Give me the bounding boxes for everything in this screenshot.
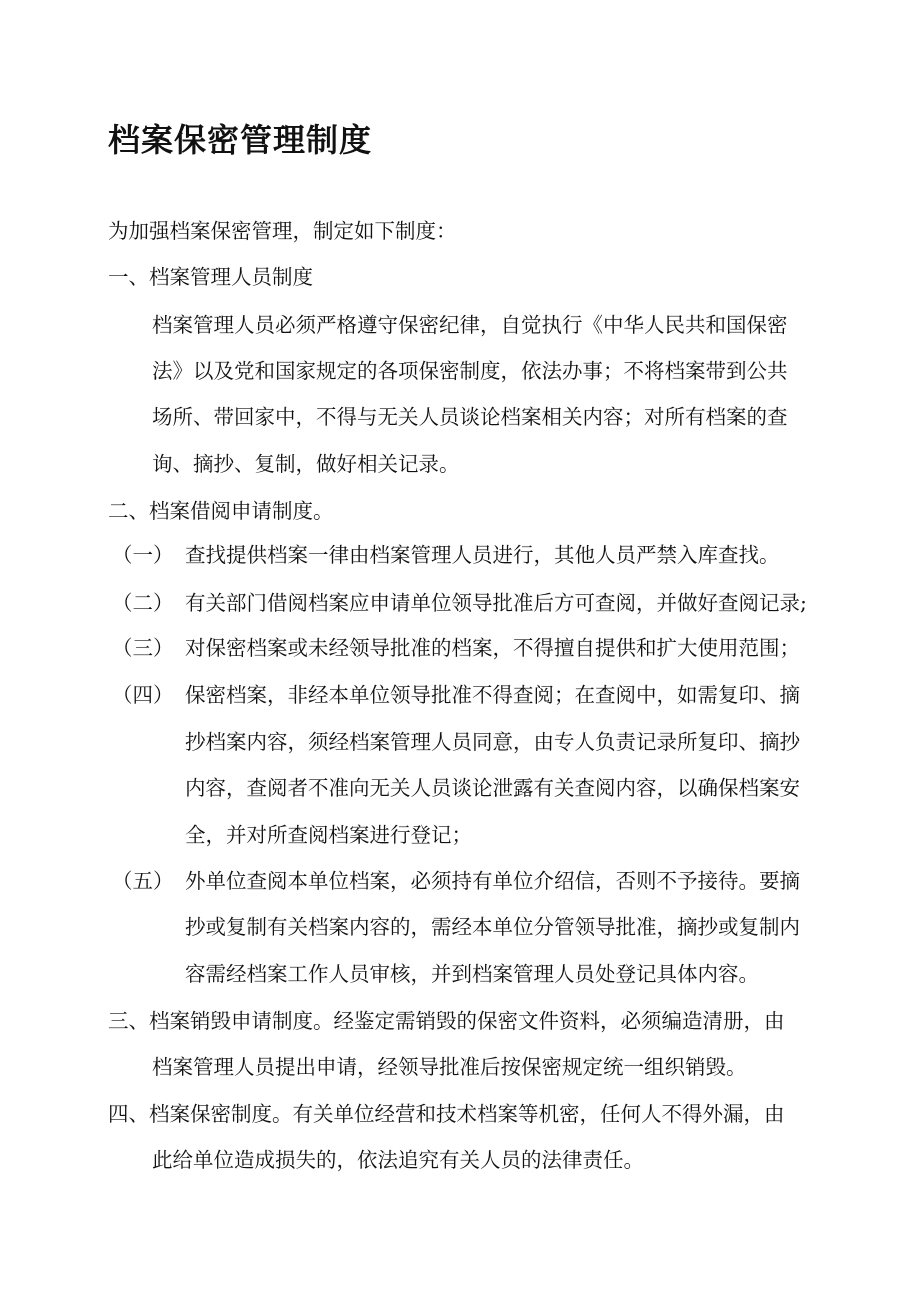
section1-line-2: 法》以及党和国家规定的各项保密制度，依法办事；不将档案带到公共 [152,359,788,383]
item-3-marker: （三） [112,636,174,660]
item-1-marker: （一） [112,543,174,567]
item-4-line-4: 全，并对所查阅档案进行登记； [185,823,472,847]
section4-line-2: 此给单位造成损失的，依法追究有关人员的法律责任。 [152,1148,644,1172]
section4-line-1: 四、档案保密制度。有关单位经营和技术档案等机密，任何人不得外漏，由 [108,1102,785,1126]
item-5-line-3: 容需经档案工作人员审核，并到档案管理人员处登记具体内容。 [185,962,759,986]
intro-paragraph: 为加强档案保密管理，制定如下制度： [108,219,457,243]
document-title: 档案保密管理制度 [108,121,373,159]
item-5-marker: （五） [112,869,174,893]
item-4-line-2: 抄档案内容，须经档案管理人员同意，由专人负责记录所复印、摘抄 [185,730,800,754]
item-5-line-1: 外单位查阅本单位档案，必须持有单位介绍信，否则不予接待。要摘 [185,869,800,893]
item-2-marker: （二） [112,591,174,615]
section1-line-3: 场所、带回家中，不得与无关人员谈论档案相关内容；对所有档案的查 [152,405,788,429]
item-4-line-1: 保密档案，非经本单位领导批准不得查阅；在查阅中，如需复印、摘 [185,683,800,707]
item-1-line-1: 查找提供档案一律由档案管理人员进行，其他人员严禁入库查找。 [185,543,780,567]
section1-heading: 一、档案管理人员制度 [108,265,313,289]
item-4-line-3: 内容，查阅者不准向无关人员谈论泄露有关查阅内容，以确保档案安 [185,776,800,800]
item-4-marker: （四） [112,683,174,707]
section3-line-1: 三、档案销毁申请制度。经鉴定需销毁的保密文件资料，必须编造清册，由 [108,1009,785,1033]
section2-heading: 二、档案借阅申请制度。 [108,499,334,523]
item-5-line-2: 抄或复制有关档案内容的，需经本单位分管领导批准，摘抄或复制内 [185,915,800,939]
section1-line-1: 档案管理人员必须严格遵守保密纪律，自觉执行《中华人民共和国保密 [152,313,788,337]
item-3-line-1: 对保密档案或未经领导批准的档案，不得擅自提供和扩大使用范围； [185,636,800,660]
section3-line-2: 档案管理人员提出申请，经领导批准后按保密规定统一组织销毁。 [152,1055,747,1079]
section1-line-4: 询、摘抄、复制，做好相关记录。 [152,452,460,476]
item-2-line-1: 有关部门借阅档案应申请单位领导批准后方可查阅，并做好查阅记录; [185,591,807,615]
